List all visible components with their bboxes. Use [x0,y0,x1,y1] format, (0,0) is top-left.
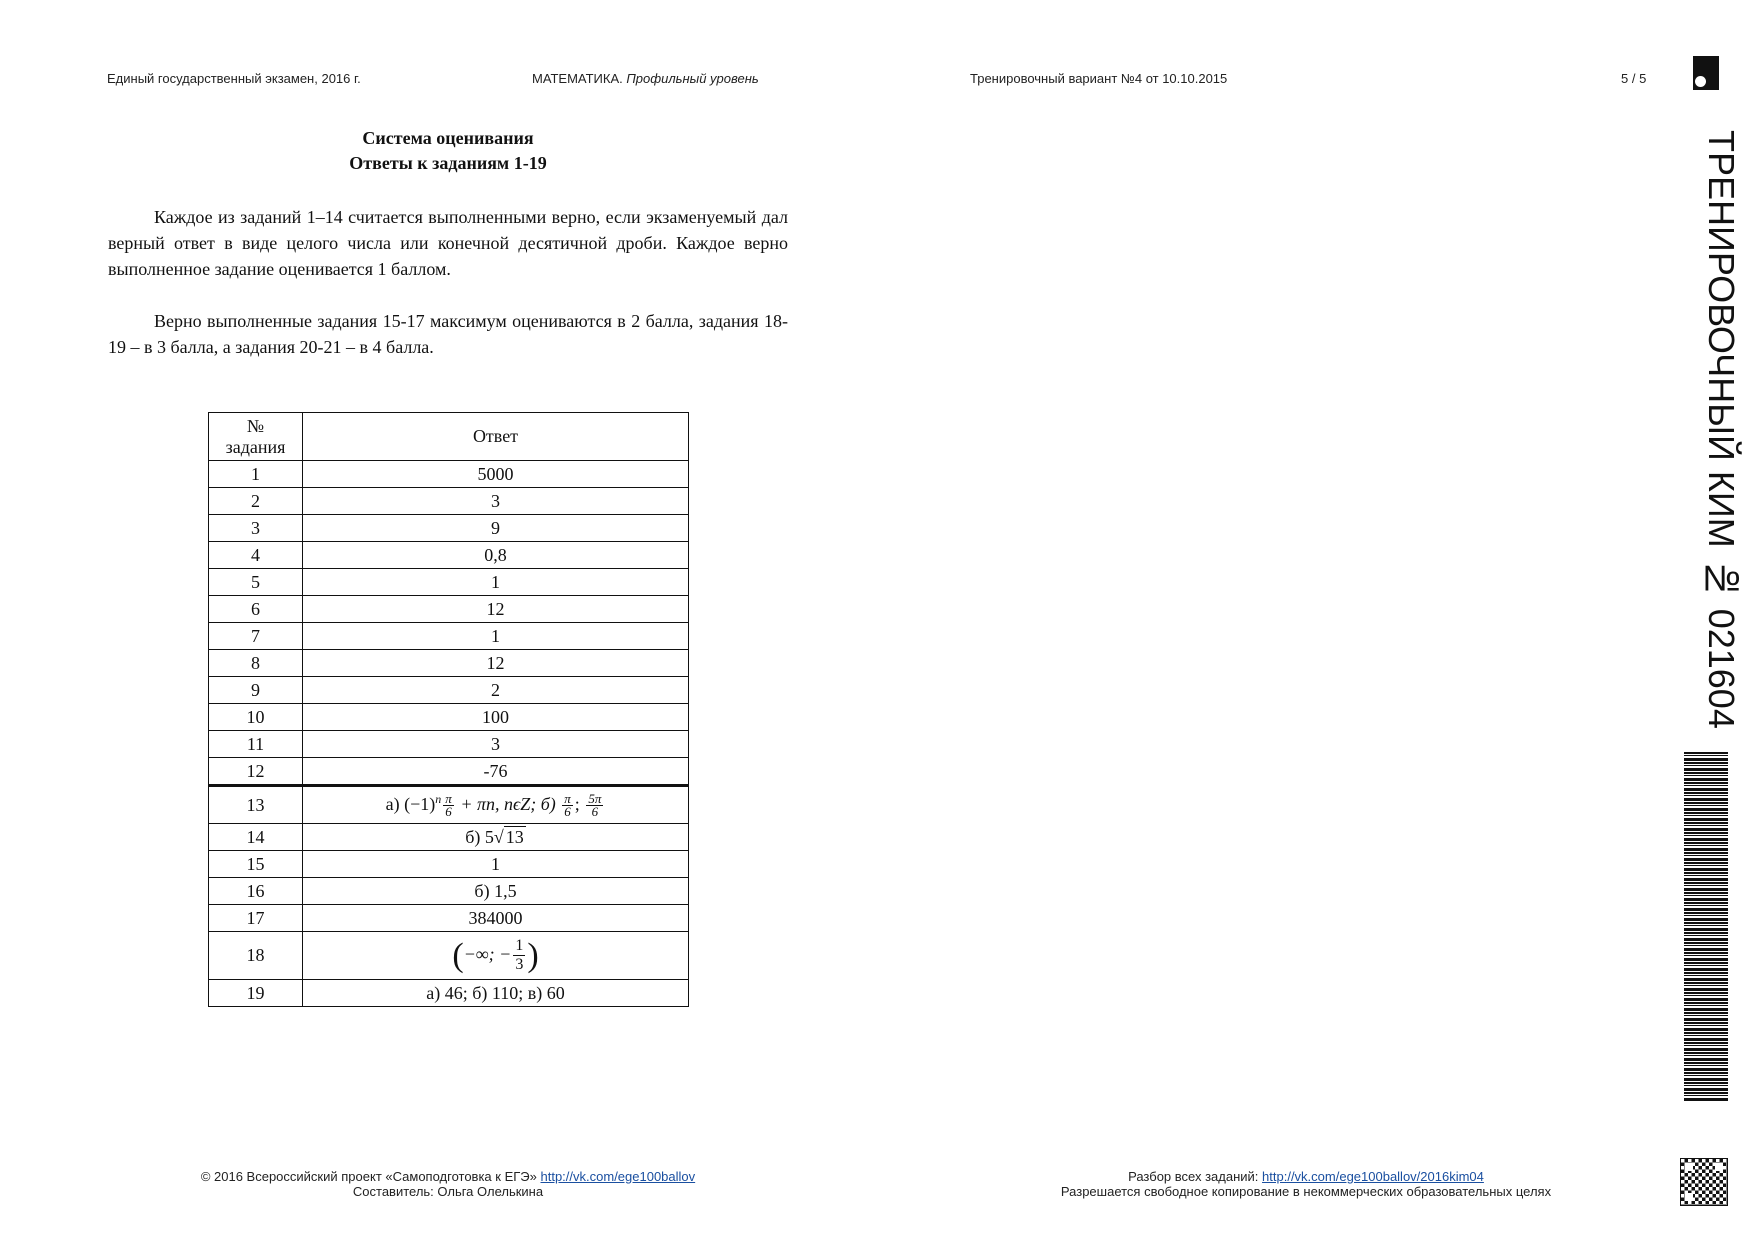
answer-13-separator: ; [574,793,585,814]
table-row [209,488,689,515]
answer-18-fraction [513,937,525,974]
task-number: 15 [209,851,303,878]
task-number: 17 [209,905,303,932]
fraction-numerator: π [445,791,452,807]
table-row [209,731,689,758]
fraction-denominator: 6 [591,804,599,820]
footer-author: Составитель: Ольга Олелькина [352,1184,544,1199]
task-answer: -76 [303,758,689,786]
footer-solutions-link[interactable]: http://vk.com/ege100ballov/2016kim04 [1262,1169,1484,1184]
task-answer: 1 [303,569,689,596]
footer-right [1030,1169,1582,1199]
answer-13-fraction-1 [443,793,454,818]
task-number: 11 [209,731,303,758]
right-paren-icon: ) [527,936,539,974]
task-answer: б) 1,5 [303,878,689,905]
footer-project-link[interactable]: http://vk.com/ege100ballov [540,1169,696,1184]
table-row [209,851,689,878]
task-number: 9 [209,677,303,704]
answer-13-fraction-3 [586,793,603,818]
task-number: 7 [209,623,303,650]
qr-code-icon [1680,1158,1728,1206]
answer-13-prefix: а) (−1) [385,793,436,814]
task-answer: 1 [303,623,689,650]
header-subject [532,71,759,86]
paragraph-2-text: Верно выполненные задания 15-17 максимум оцениваются в 2 балла, задания 18-19 – в 3 балла, а задания 20-21 – в 4 балла. [108,311,788,357]
task-number: 4 [209,542,303,569]
fraction-numerator: 5π [588,791,602,807]
task-number: 2 [209,488,303,515]
table-row [209,515,689,542]
paragraph-1 [108,204,788,282]
task-answer-formula [303,786,689,824]
answer-14-radicand: 13 [505,826,524,847]
sqrt-icon: √ [493,826,504,847]
task-number: 18 [209,932,303,980]
task-answer-formula [303,932,689,980]
table-row [209,650,689,677]
footer-copy-note: Разрешается свободное копирование в некоммерческих образовательных целях [1060,1184,1552,1199]
table-row [209,980,689,1007]
task-number: 19 [209,980,303,1007]
header-num-word: задания [225,436,286,457]
table-row [209,786,689,824]
task-answer: 1 [303,851,689,878]
left-paren-icon: ( [452,936,464,974]
task-number: 6 [209,596,303,623]
header-level: Профильный уровень [626,71,759,86]
paragraph-1-text: Каждое из заданий 1–14 считается выполненными верно, если экзаменуемый дал верный ответ в виде целого числа или конечной десятичной дроби. Каждое верно выполненное задание оценивается 1 баллом. [108,207,788,279]
table-row [209,932,689,980]
task-answer: 3 [303,488,689,515]
title-line-1: Система оценивания [362,128,534,148]
task-answer: а) 46; б) 110; в) 60 [303,980,689,1007]
header-exam: Единый государственный экзамен, 2016 г. [107,71,361,86]
task-answer: 0,8 [303,542,689,569]
task-number: 14 [209,824,303,851]
footer-copyright: © 2016 Всероссийский проект «Самоподготовка к ЕГЭ» [200,1169,537,1184]
task-answer: 5000 [303,461,689,488]
task-number: 10 [209,704,303,731]
vertical-kim-title: ТРЕНИРОВОЧНЫЙ КИМ № 021604 [1701,130,1742,729]
answer-13-exponent: n [435,791,442,806]
corner-marker-icon [1693,56,1719,90]
task-number: 16 [209,878,303,905]
task-answer: 2 [303,677,689,704]
table-row [209,569,689,596]
footer-left-line [170,1169,726,1184]
task-answer: 3 [303,731,689,758]
answer-18-prefix: −∞; − [463,943,512,964]
fraction-numerator: π [564,791,571,807]
task-answer: 384000 [303,905,689,932]
paragraph-2 [108,308,788,360]
table-row [209,704,689,731]
fraction-numerator: 1 [515,937,524,954]
fraction-denominator: 6 [564,804,571,820]
fraction-denominator: 6 [445,804,452,820]
task-number: 3 [209,515,303,542]
table-row [209,758,689,786]
task-number: 8 [209,650,303,677]
header-variant: Тренировочный вариант №4 от 10.10.2015 [970,71,1228,86]
answer-14-prefix: б) 5 [465,826,494,847]
header-page-number: 5 / 5 [1621,71,1647,86]
table-row [209,542,689,569]
task-number: 5 [209,569,303,596]
table-header-row [209,413,689,461]
task-number: 1 [209,461,303,488]
barcode-icon [1684,752,1728,1102]
table-row [209,905,689,932]
task-answer-formula [303,824,689,851]
title-line-2: Ответы к заданиям 1-19 [349,153,547,173]
footer-solutions-label: Разбор всех заданий: [1128,1169,1259,1184]
answers-table [208,412,689,1007]
task-number: 13 [209,786,303,824]
table-row [209,824,689,851]
table-row [209,623,689,650]
header-subject-name: МАТЕМАТИКА. [532,71,623,86]
table-row [209,461,689,488]
task-number: 12 [209,758,303,786]
header-num-symbol: № [246,415,265,436]
task-answer: 12 [303,650,689,677]
task-answer: 100 [303,704,689,731]
footer-left [170,1169,726,1199]
fraction-denominator: 3 [515,956,524,973]
task-answer: 12 [303,596,689,623]
header-task-number [209,413,303,461]
table-row [209,878,689,905]
header-answer: Ответ [303,413,689,461]
footer-right-line [1030,1169,1582,1184]
answer-13-middle: + πn, nϵZ; б) [455,793,561,814]
answer-13-fraction-2 [562,793,573,818]
table-row [209,596,689,623]
table-row [209,677,689,704]
task-answer: 9 [303,515,689,542]
